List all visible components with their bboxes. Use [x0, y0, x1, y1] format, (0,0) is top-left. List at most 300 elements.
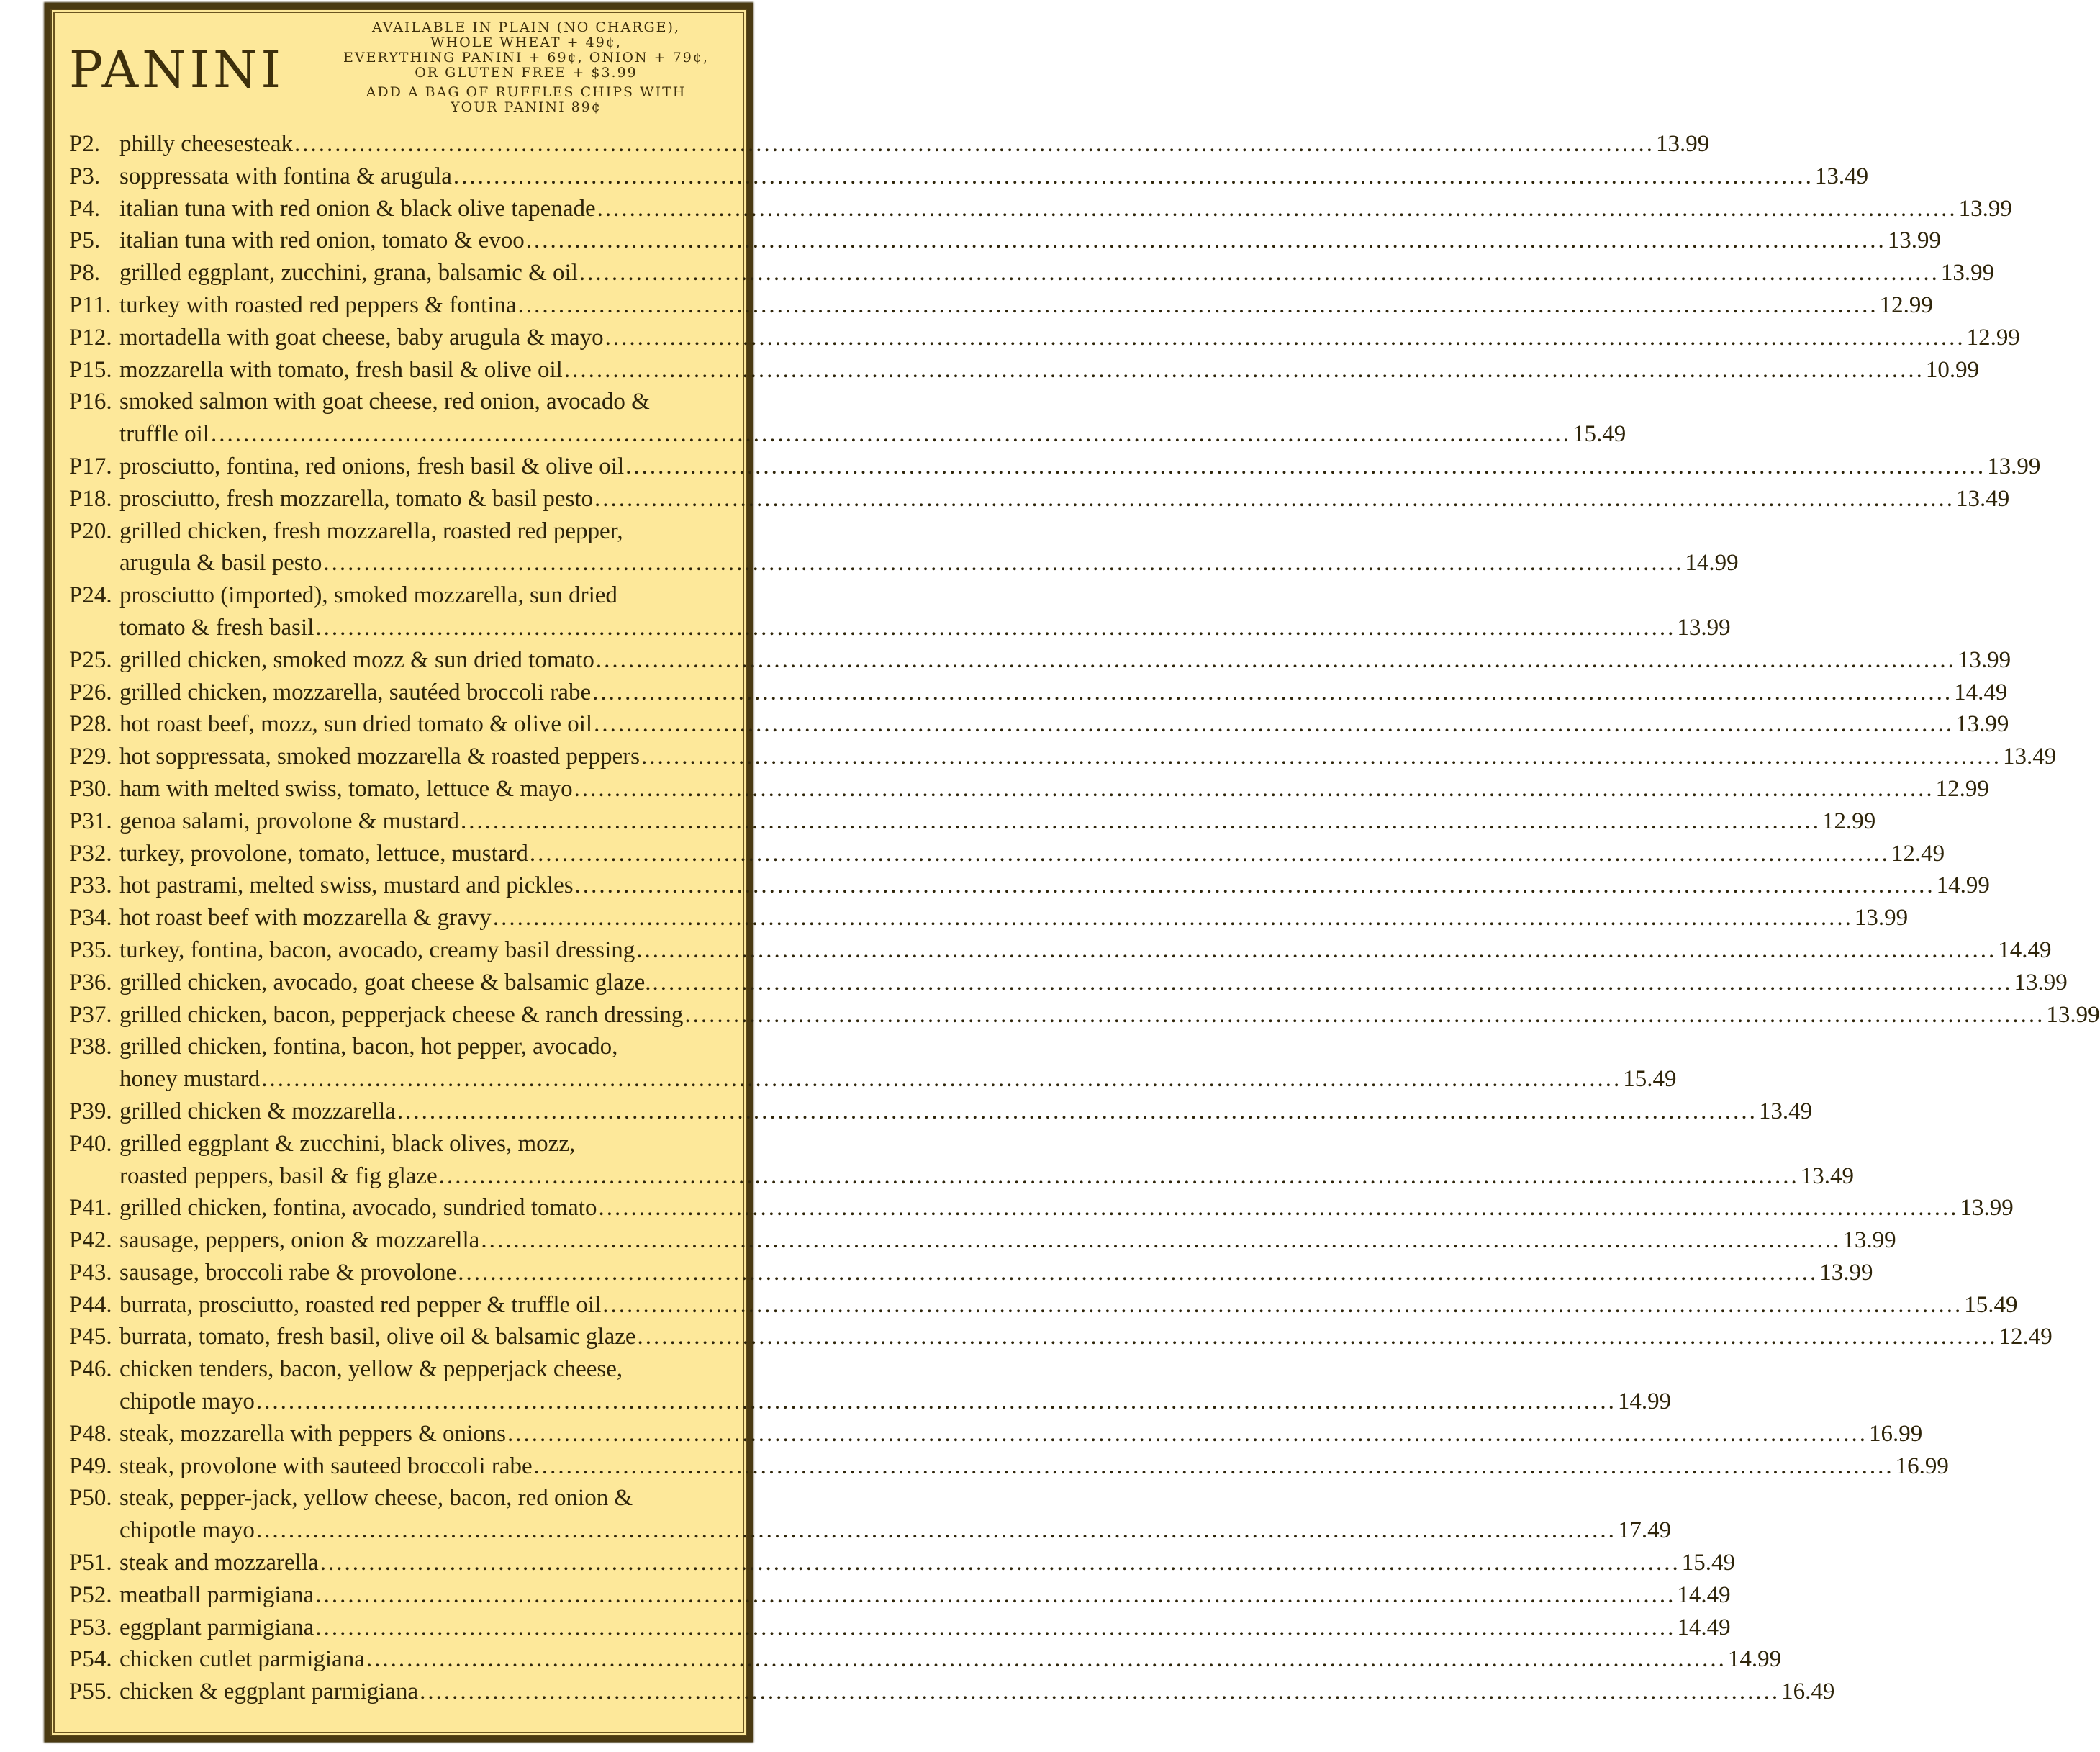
dot-leader — [530, 838, 1890, 870]
menu-item-code: P35. — [69, 936, 112, 963]
menu-item-description: honey mustard — [119, 1066, 261, 1093]
menu-item — [69, 1128, 1854, 1193]
menu-item-body — [119, 386, 1626, 451]
menu-item-description: grilled chicken, fresh mozzarella, roasted red pepper, — [119, 518, 623, 544]
menu-item-first-line — [119, 1031, 1676, 1063]
dot-leader — [596, 644, 1956, 677]
menu-item-price: 13.99 — [1955, 711, 2009, 738]
menu-item-description: smoked salmon with goat cheese, red onion, avocado & — [119, 389, 650, 415]
menu-item — [69, 1676, 1835, 1708]
dot-leader — [261, 1063, 1621, 1096]
menu-item-first-line — [119, 579, 1731, 612]
menu-item-description: chipotle mayo — [119, 1517, 255, 1544]
menu-item-body — [119, 1321, 2053, 1353]
dot-leader — [507, 1418, 1868, 1450]
menu-item-description: genoa salami, provolone & mustard — [119, 808, 459, 834]
menu-item-price: 13.99 — [2014, 969, 2068, 995]
menu-item-line — [119, 1257, 1873, 1289]
menu-item-price: 15.49 — [1572, 421, 1626, 448]
menu-item — [69, 483, 2010, 515]
menu-item-code: P43. — [69, 1259, 112, 1286]
menu-item-price: 14.99 — [1727, 1646, 1782, 1673]
menu-item-list — [69, 128, 2100, 1708]
menu-item-body — [119, 1031, 1676, 1096]
menu-item-code: P2. — [69, 131, 101, 157]
dot-leader — [579, 257, 1940, 289]
dot-leader — [598, 1192, 1958, 1224]
dot-leader — [323, 547, 1683, 579]
menu-item-line — [119, 289, 1933, 322]
menu-item-description: grilled eggplant, zucchini, grana, balsamic & oil — [119, 260, 578, 286]
menu-item-description: steak, provolone with sauteed broccoli rabe — [119, 1453, 533, 1479]
menu-item-line — [119, 838, 1945, 870]
menu-item-body — [119, 1418, 1922, 1450]
menu-item-body — [119, 1289, 2018, 1322]
menu-item-code: P28. — [69, 711, 112, 738]
menu-item — [69, 579, 1731, 644]
menu-item-price: 12.99 — [1821, 808, 1876, 834]
menu-item — [69, 1482, 1672, 1547]
chips-note-line: ADD A BAG OF RUFFLES CHIPS WITH — [366, 84, 687, 100]
menu-item — [69, 1321, 2053, 1353]
menu-item-code: P33. — [69, 872, 112, 899]
menu-item-line — [119, 483, 2009, 515]
menu-item-description: steak, pepper-jack, yellow cheese, bacon, red onion & — [119, 1485, 633, 1512]
menu-item-price: 13.99 — [1842, 1227, 1896, 1254]
menu-item-body — [119, 225, 1941, 257]
menu-item-code: P34. — [69, 905, 112, 931]
menu-item-line — [119, 999, 2100, 1031]
menu-item-line — [119, 934, 2052, 967]
menu-item-code: P52. — [69, 1581, 112, 1608]
menu-item — [69, 1418, 1923, 1450]
menu-item-line — [119, 128, 1709, 161]
menu-item-price: 13.99 — [1677, 614, 1731, 641]
menu-item — [69, 677, 2008, 709]
menu-item-code: P53. — [69, 1614, 112, 1640]
menu-item-code: P15. — [69, 356, 112, 383]
dot-leader — [211, 418, 1571, 451]
menu-item-description: sausage, peppers, onion & mozzarella — [119, 1227, 480, 1254]
menu-item-price: 13.99 — [1958, 195, 2012, 222]
menu-item — [69, 644, 2011, 677]
page-title: PANINI — [69, 40, 285, 99]
menu-item-line — [119, 1450, 1949, 1483]
menu-item-description: prosciutto (imported), smoked mozzarella, sun dried — [119, 582, 617, 609]
menu-item-description: hot pastrami, melted swiss, mustard and pickles — [119, 872, 574, 899]
menu-item — [69, 773, 1989, 805]
dot-leader — [641, 741, 2001, 773]
menu-item-description: soppressata with fontina & arugula — [119, 163, 452, 189]
menu-item-price: 15.49 — [1964, 1291, 2018, 1318]
menu-item-body — [119, 289, 1933, 322]
menu-item-description: mozzarella with tomato, fresh basil & olive oil — [119, 356, 563, 383]
menu-item-description: philly cheesesteak — [119, 131, 293, 157]
menu-item-body — [119, 1579, 1731, 1612]
menu-item-description: arugula & basil pesto — [119, 550, 322, 577]
menu-item-code: P29. — [69, 744, 112, 770]
dot-leader — [420, 1676, 1780, 1708]
dot-leader — [439, 1160, 1799, 1193]
menu-item-code: P38. — [69, 1034, 112, 1060]
dot-leader — [605, 322, 1965, 354]
menu-header — [69, 16, 738, 131]
menu-item-first-line — [119, 1128, 1854, 1160]
menu-item-description: grilled chicken, smoked mozz & sun dried tomato — [119, 646, 594, 673]
menu-item-description: eggplant parmigiana — [119, 1614, 314, 1640]
menu-item — [69, 870, 1990, 902]
menu-item-description: turkey, provolone, tomato, lettuce, mustard — [119, 840, 528, 867]
menu-item — [69, 1289, 2018, 1322]
menu-item-body — [119, 1643, 1781, 1676]
menu-item-body — [119, 644, 2011, 677]
menu-item-body — [119, 451, 2040, 483]
menu-item-line — [119, 1289, 2018, 1322]
menu-item-description: burrata, tomato, fresh basil, olive oil & balsamic glaze — [119, 1324, 636, 1350]
menu-item-description: turkey with roasted red peppers & fontina — [119, 292, 517, 318]
menu-item-description: turkey, fontina, bacon, avocado, creamy basil dressing — [119, 936, 635, 963]
menu-item-line — [119, 354, 1979, 387]
menu-item-price: 14.49 — [1998, 936, 2052, 963]
menu-item-description: grilled eggplant & zucchini, black olives, mozz, — [119, 1130, 576, 1157]
menu-item-line — [119, 1579, 1731, 1612]
menu-item-price: 13.99 — [1957, 646, 2011, 673]
menu-item-line — [119, 870, 1990, 902]
menu-item-line — [119, 257, 1994, 289]
note-line: AVAILABLE IN PLAIN (NO CHARGE), — [371, 19, 680, 35]
menu-item-body — [119, 870, 1990, 902]
dot-leader — [594, 708, 1954, 741]
menu-item — [69, 999, 2100, 1031]
menu-item-body — [119, 1612, 1731, 1644]
menu-item-line — [119, 225, 1941, 257]
menu-item-body — [119, 1482, 1671, 1547]
menu-item — [69, 1257, 1873, 1289]
chips-note-line: YOUR PANINI 89¢ — [451, 99, 602, 115]
menu-item — [69, 289, 1933, 322]
dot-leader — [684, 999, 2045, 1031]
menu-item-price: 13.99 — [1960, 1195, 2014, 1222]
menu-item-body — [119, 1547, 1735, 1579]
menu-item-first-line — [119, 1353, 1671, 1386]
dot-leader — [534, 1450, 1894, 1483]
menu-item-code: P12. — [69, 324, 112, 351]
menu-item-body — [119, 322, 2020, 354]
menu-item-code: P3. — [69, 163, 101, 189]
menu-item-code: P26. — [69, 679, 112, 705]
dot-leader — [597, 193, 1958, 225]
menu-item — [69, 902, 1909, 934]
note-line: WHOLE WHEAT + 49¢, — [430, 35, 622, 50]
menu-item-description: hot roast beef with mozzarella & gravy — [119, 905, 492, 931]
menu-item-line — [119, 1547, 1735, 1579]
menu-item-description: mortadella with goat cheese, baby arugula & mayo — [119, 324, 604, 351]
menu-item-first-line — [119, 1482, 1671, 1514]
menu-item-price: 14.49 — [1677, 1614, 1731, 1640]
menu-item-price: 15.49 — [1623, 1066, 1677, 1093]
menu-item-code: P24. — [69, 582, 112, 609]
menu-item-price: 13.99 — [1819, 1259, 1873, 1286]
menu-item-line — [119, 418, 1626, 451]
menu-item-price: 14.99 — [1936, 872, 1990, 899]
menu-item-code: P31. — [69, 808, 112, 834]
menu-item-code: P41. — [69, 1195, 112, 1222]
menu-item-code: P40. — [69, 1130, 112, 1157]
menu-item-description: truffle oil — [119, 421, 209, 448]
menu-item — [69, 128, 1710, 161]
menu-item-code: P16. — [69, 389, 112, 415]
menu-item-description: sausage, broccoli rabe & provolone — [119, 1259, 457, 1286]
menu-item — [69, 967, 2068, 999]
menu-item — [69, 741, 2057, 773]
menu-item-line — [119, 644, 2011, 677]
menu-item-code: P39. — [69, 1098, 112, 1124]
menu-item-line — [119, 967, 2068, 999]
menu-item — [69, 1096, 1813, 1128]
menu-item-price: 13.99 — [1987, 453, 2041, 479]
dot-leader — [481, 1224, 1841, 1257]
dot-leader — [564, 354, 1924, 387]
menu-item-price: 14.49 — [1954, 679, 2008, 705]
menu-item-price: 17.49 — [1617, 1517, 1672, 1544]
menu-item — [69, 934, 2052, 967]
menu-item-price: 16.99 — [1895, 1453, 1949, 1479]
menu-item-body — [119, 483, 2009, 515]
menu-item-code: P11. — [69, 292, 112, 318]
menu-item-code: P17. — [69, 453, 112, 479]
dot-leader — [526, 225, 1886, 257]
menu-item-description: steak, mozzarella with peppers & onions — [119, 1420, 507, 1447]
menu-item-price: 12.99 — [1935, 775, 1989, 802]
menu-item-description: roasted peppers, basil & fig glaze — [119, 1162, 438, 1189]
menu-item-line — [119, 1160, 1854, 1193]
menu-item-body — [119, 1450, 1949, 1483]
menu-item-code: P48. — [69, 1420, 112, 1447]
menu-item-description: grilled chicken, bacon, pepperjack cheese & ranch dressing — [119, 1001, 684, 1028]
note-line: OR GLUTEN FREE + $3.99 — [415, 65, 638, 81]
dot-leader — [518, 289, 1878, 322]
menu-item-description: italian tuna with red onion, tomato & evoo — [119, 227, 525, 254]
menu-item-body — [119, 677, 2007, 709]
dot-leader — [458, 1257, 1818, 1289]
dot-leader — [575, 870, 1935, 902]
menu-item-code: P37. — [69, 1001, 112, 1028]
menu-item — [69, 257, 1995, 289]
dot-leader — [493, 902, 1853, 934]
menu-item-body — [119, 741, 2056, 773]
menu-item-price: 13.99 — [1887, 227, 1941, 254]
menu-item-code: P50. — [69, 1485, 112, 1512]
menu-item — [69, 1353, 1672, 1418]
menu-item-description: grilled chicken, fontina, bacon, hot pepper, avocado, — [119, 1034, 618, 1060]
menu-item-description: chicken cutlet parmigiana — [119, 1646, 365, 1673]
menu-item-description: burrata, prosciutto, roasted red pepper & truffle oil — [119, 1291, 602, 1318]
dot-leader — [636, 934, 1996, 967]
menu-item-description: chipotle mayo — [119, 1388, 255, 1415]
menu-item-code: P20. — [69, 518, 112, 544]
menu-item-description: chicken & eggplant parmigiana — [119, 1679, 419, 1705]
menu-item-price: 16.49 — [1781, 1679, 1835, 1705]
menu-item-code: P8. — [69, 260, 101, 286]
menu-item-description: grilled chicken, avocado, goat cheese & balsamic glaze. — [119, 969, 651, 995]
menu-item-price: 13.99 — [1854, 905, 1909, 931]
menu-item — [69, 708, 2009, 741]
menu-item-description: steak and mozzarella — [119, 1550, 319, 1576]
menu-item-description: meatball parmigiana — [119, 1581, 314, 1608]
menu-item — [69, 1579, 1731, 1612]
menu-item — [69, 322, 2020, 354]
menu-item — [69, 838, 1945, 870]
menu-item-line — [119, 1676, 1834, 1708]
menu-item-description: italian tuna with red onion & black olive tapenade — [119, 195, 596, 222]
dot-leader — [315, 612, 1675, 644]
menu-item — [69, 805, 1876, 838]
menu-item-code: P51. — [69, 1550, 112, 1576]
menu-item-body — [119, 902, 1908, 934]
menu-item-line — [119, 1514, 1671, 1547]
dot-leader — [653, 967, 2013, 999]
menu-item-body — [119, 1224, 1896, 1257]
menu-item-body — [119, 354, 1979, 387]
dot-leader — [592, 677, 1952, 709]
menu-item-line — [119, 1321, 2053, 1353]
menu-item-code: P5. — [69, 227, 101, 254]
menu-item-description: tomato & fresh basil — [119, 614, 314, 641]
menu-item-code: P30. — [69, 775, 112, 802]
menu-item — [69, 193, 2012, 225]
menu-item-body — [119, 708, 2009, 741]
menu-item-line — [119, 708, 2009, 741]
dot-leader — [256, 1514, 1616, 1547]
menu-item-description: prosciutto, fresh mozzarella, tomato & basil pesto — [119, 485, 593, 512]
menu-item-price: 14.99 — [1617, 1388, 1672, 1415]
menu-item-line — [119, 451, 2040, 483]
menu-item-line — [119, 1224, 1896, 1257]
menu-item-body — [119, 1257, 1873, 1289]
menu-item-description: grilled chicken, fontina, avocado, sundried tomato — [119, 1195, 597, 1222]
dot-leader — [574, 773, 1934, 805]
dot-leader — [594, 483, 1955, 515]
menu-item-price: 13.99 — [1656, 131, 1710, 157]
menu-item-price: 13.49 — [2003, 744, 2057, 770]
menu-item-first-line — [119, 515, 1739, 548]
menu-item-line — [119, 1063, 1676, 1096]
menu-item-code: P54. — [69, 1646, 112, 1673]
menu-item-description: ham with melted swiss, tomato, lettuce & mayo — [119, 775, 573, 802]
menu-item-price: 12.99 — [1966, 324, 2020, 351]
menu-item-line — [119, 1643, 1781, 1676]
menu-item-code: P45. — [69, 1324, 112, 1350]
menu-item-code: P44. — [69, 1291, 112, 1318]
menu-item-price: 13.49 — [1956, 485, 2010, 512]
menu-item-body — [119, 257, 1994, 289]
menu-item-code: P42. — [69, 1227, 112, 1254]
dot-leader — [461, 805, 1821, 838]
menu-item-description: hot roast beef, mozz, sun dried tomato & olive oil — [119, 711, 593, 738]
menu-item — [69, 1192, 2014, 1224]
menu-item — [69, 1643, 1782, 1676]
menu-item-body — [119, 515, 1739, 580]
menu-item-body — [119, 967, 2068, 999]
menu-item-body — [119, 161, 1868, 193]
menu-item — [69, 451, 2041, 483]
menu-item-line — [119, 161, 1868, 193]
menu-item-line — [119, 1612, 1731, 1644]
menu-item-line — [119, 773, 1989, 805]
menu-item-description: chicken tenders, bacon, yellow & pepperjack cheese, — [119, 1356, 623, 1383]
menu-item-body — [119, 579, 1731, 644]
menu-item — [69, 225, 1941, 257]
menu-item-price: 14.49 — [1677, 1581, 1731, 1608]
menu-item-description: hot soppressata, smoked mozzarella & roasted peppers — [119, 744, 641, 770]
menu-item-line — [119, 1418, 1922, 1450]
menu-item-line — [119, 1096, 1812, 1128]
menu-item-body — [119, 1676, 1834, 1708]
menu-item-body — [119, 999, 2100, 1031]
menu-item — [69, 515, 1739, 580]
menu-item — [69, 1547, 1735, 1579]
menu-item-code: P25. — [69, 646, 112, 673]
menu-item-price: 12.99 — [1879, 292, 1933, 318]
menu-item-description: grilled chicken, mozzarella, sautéed broccoli rabe — [119, 679, 592, 705]
menu-item — [69, 161, 1869, 193]
menu-item-body — [119, 1353, 1671, 1418]
menu-item-body — [119, 773, 1989, 805]
menu-item — [69, 1612, 1731, 1644]
dot-leader — [397, 1096, 1757, 1128]
dot-leader — [638, 1321, 1998, 1353]
dot-leader — [315, 1612, 1675, 1644]
menu-item-code: P49. — [69, 1453, 112, 1479]
menu-item-code: P18. — [69, 485, 112, 512]
menu-item — [69, 1450, 1949, 1483]
menu-item-price: 13.99 — [2046, 1001, 2100, 1028]
menu-item-code: P36. — [69, 969, 112, 995]
menu-item-line — [119, 805, 1875, 838]
menu-item-price: 13.49 — [1814, 163, 1869, 189]
menu-item-first-line — [119, 386, 1626, 418]
menu-item-line — [119, 1192, 2014, 1224]
menu-item-price: 16.99 — [1869, 1420, 1923, 1447]
menu-item-line — [119, 1386, 1671, 1418]
menu-item-description: prosciutto, fontina, red onions, fresh basil & olive oil — [119, 453, 625, 479]
menu-item — [69, 1224, 1896, 1257]
menu-item-line — [119, 677, 2007, 709]
dot-leader — [315, 1579, 1675, 1612]
menu-item-description: grilled chicken & mozzarella — [119, 1098, 396, 1124]
menu-item-line — [119, 322, 2020, 354]
menu-item-body — [119, 128, 1709, 161]
menu-item-body — [119, 1128, 1854, 1193]
menu-item-price: 14.99 — [1685, 550, 1739, 577]
menu-item-body — [119, 1096, 1812, 1128]
menu-item-price: 10.99 — [1925, 356, 1980, 383]
menu-item-line — [119, 547, 1739, 579]
menu-item-price: 13.49 — [1758, 1098, 1813, 1124]
dot-leader — [366, 1643, 1726, 1676]
dot-leader — [320, 1547, 1680, 1579]
dot-leader — [602, 1289, 1963, 1322]
menu-item-line — [119, 902, 1908, 934]
dot-leader — [453, 161, 1814, 193]
dot-leader — [256, 1386, 1616, 1418]
menu-item-line — [119, 741, 2056, 773]
menu-item-price: 15.49 — [1681, 1550, 1735, 1576]
menu-item-line — [119, 193, 2012, 225]
menu-item-body — [119, 805, 1875, 838]
menu-item-code: P55. — [69, 1679, 112, 1705]
menu-item-price: 13.99 — [1940, 260, 1995, 286]
